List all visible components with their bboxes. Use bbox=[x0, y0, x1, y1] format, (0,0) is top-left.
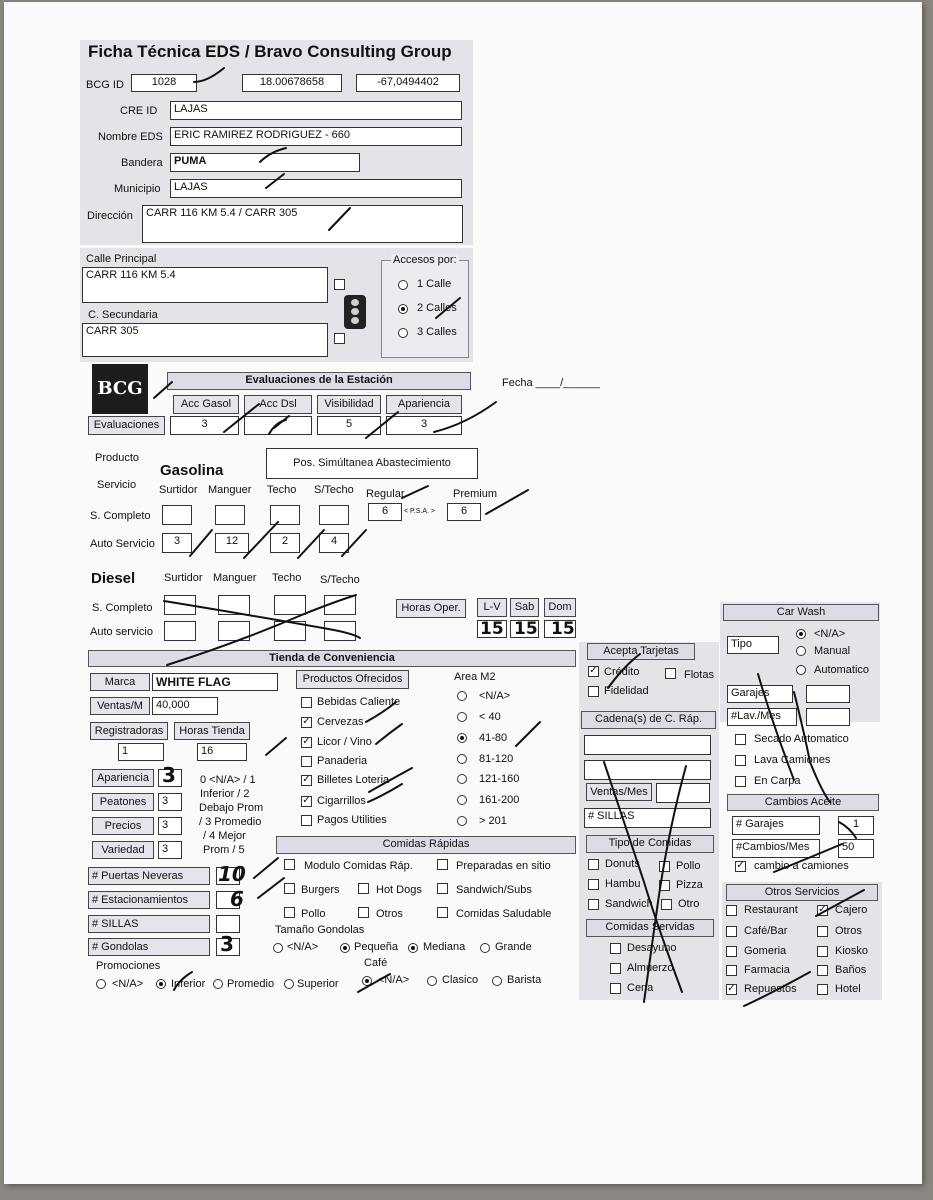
carwash-secado-label: Secado Automatico bbox=[754, 733, 849, 745]
area-option-4: 121-160 bbox=[479, 773, 520, 785]
count-estacionamientos-label: # Estacionamientos bbox=[88, 891, 210, 909]
otros-checkbox-8[interactable]: ✓ bbox=[727, 983, 736, 994]
gasolina-title: Gasolina bbox=[160, 462, 224, 479]
count-gondolas-label: # Gondolas bbox=[88, 938, 210, 956]
gas-col-surtidor: Surtidor bbox=[159, 484, 198, 496]
comida-label-6: Otros bbox=[376, 908, 403, 920]
nombre-field[interactable]: ERIC RAMIREZ RODRIGUEZ - 660 bbox=[170, 127, 462, 146]
aceite-garajes-field[interactable]: 1 bbox=[838, 816, 874, 835]
servicio-label: Servicio bbox=[97, 479, 137, 491]
comida-label-7: Comidas Saludable bbox=[456, 908, 552, 920]
visibilidad-value[interactable]: 5 bbox=[317, 416, 381, 435]
otros-header: Otros Servicios bbox=[726, 884, 878, 901]
otros-checkbox-1[interactable]: ✓ bbox=[818, 904, 827, 915]
cadena-ventas-label: Ventas/Mes bbox=[586, 783, 652, 801]
tipo-label-5: Otro bbox=[678, 898, 700, 910]
bandera-field[interactable]: PUMA bbox=[170, 153, 360, 172]
otros-label-2: Café/Bar bbox=[744, 925, 788, 937]
promociones-label: Promociones bbox=[96, 960, 161, 972]
comidas-servidas-header: Comidas Servidas bbox=[586, 919, 714, 937]
aceite-cambios-field[interactable]: 50 bbox=[838, 839, 874, 858]
gas-s-completo-label: S. Completo bbox=[90, 510, 151, 522]
producto-checkbox-5[interactable]: ✓ bbox=[302, 795, 311, 806]
dsl-col-stecho: S/Techo bbox=[320, 574, 360, 586]
premium-label: Premium bbox=[453, 488, 498, 500]
otros-label-3: Otros bbox=[835, 925, 862, 937]
otros-label-8: Repuestos bbox=[744, 983, 797, 995]
horas-tienda-label: Horas Tienda bbox=[174, 722, 250, 740]
calle-principal-field[interactable]: CARR 116 KM 5.4 bbox=[82, 267, 328, 303]
gondola-option-mediana: Mediana bbox=[423, 941, 466, 953]
evaluaciones-row-label: Evaluaciones bbox=[88, 416, 165, 435]
carwash-tipo-field[interactable]: Tipo bbox=[727, 636, 779, 654]
otros-label-5: Kiosko bbox=[835, 945, 869, 957]
evaluaciones-title: Evaluaciones de la Estación bbox=[167, 372, 471, 390]
tienda-title: Tienda de Conveniencia bbox=[88, 650, 576, 667]
marca-label: Marca bbox=[90, 673, 150, 691]
carwash-camiones-label: Lava Camiones bbox=[754, 754, 831, 766]
municipio-label: Municipio bbox=[114, 183, 161, 195]
comida-label-0: Modulo Comidas Ráp. bbox=[304, 860, 413, 872]
form-page bbox=[4, 2, 922, 1184]
rating-variedad-label: Variedad bbox=[92, 841, 154, 859]
gas-col-manguer: Manguer bbox=[208, 484, 252, 496]
acc-dsl-header: Acc Dsl bbox=[244, 395, 312, 414]
calle-secundaria-field[interactable]: CARR 305 bbox=[82, 323, 328, 357]
gas-as-surtidor[interactable]: 3 bbox=[162, 533, 192, 553]
horas-sab-value: 15 bbox=[514, 619, 538, 639]
servida-label-1: Almuerzo bbox=[627, 962, 674, 974]
direccion-label: Dirección bbox=[87, 210, 133, 222]
area-option-1: < 40 bbox=[479, 711, 501, 723]
carwash-lav-label: #Lav./Mes bbox=[727, 708, 797, 726]
gondola-option-pequena: Pequeña bbox=[354, 941, 399, 953]
tarjeta-flotas-label: Flotas bbox=[684, 669, 714, 681]
handwritten-apariencia: 3 bbox=[162, 763, 176, 787]
apariencia-value[interactable]: 3 bbox=[386, 416, 462, 435]
rating-precios-field[interactable]: 3 bbox=[158, 817, 182, 835]
gas-as-manguer[interactable]: 12 bbox=[215, 533, 249, 553]
area-label: Area M2 bbox=[454, 671, 496, 683]
tarjeta-credito-checkbox[interactable]: ✓ bbox=[589, 665, 598, 676]
apariencia-header: Apariencia bbox=[386, 395, 462, 414]
gondola-option-na: <N/A> bbox=[287, 941, 319, 953]
count-sillas-label: # SILLAS bbox=[88, 915, 210, 933]
ventas-field[interactable]: 40,000 bbox=[152, 697, 218, 715]
horas-day-dom: Dom bbox=[544, 598, 576, 617]
dsl-s-completo-label: S. Completo bbox=[92, 602, 153, 614]
tipo-label-2: Hambu bbox=[605, 878, 641, 890]
carwash-option-automatico: Automatico bbox=[814, 664, 870, 676]
tarjeta-fidelidad-label: Fidelidad bbox=[604, 685, 649, 697]
bcg-id-label: BCG ID bbox=[86, 79, 124, 91]
carwash-header: Car Wash bbox=[723, 604, 879, 621]
carwash-option-manual: Manual bbox=[814, 645, 851, 657]
diesel-title: Diesel bbox=[91, 570, 136, 587]
carwash-option-na: <N/A> bbox=[814, 628, 846, 640]
horas-tienda-field[interactable]: 16 bbox=[197, 743, 247, 761]
carwash-carpa-label: En Carpa bbox=[754, 775, 801, 787]
calle-secundaria-label: C. Secundaria bbox=[88, 309, 158, 321]
producto-label-0: Bebidas Caliente bbox=[317, 696, 401, 708]
comida-label-4: Sandwich/Subs bbox=[456, 884, 532, 896]
gas-col-stecho: S/Techo bbox=[314, 484, 354, 496]
municipio-field[interactable]: LAJAS bbox=[170, 179, 462, 198]
gondolas-label: Tamaño Gondolas bbox=[275, 924, 365, 936]
producto-label-4: Billetes Loteria bbox=[317, 774, 390, 786]
producto-checkbox-4[interactable]: ✓ bbox=[302, 774, 311, 785]
promo-option-promedio: Promedio bbox=[227, 978, 275, 990]
cadena-sillas-field[interactable]: # SILLAS bbox=[584, 808, 711, 828]
acc-gasol-value[interactable]: 3 bbox=[170, 416, 239, 435]
aceite-camiones-checkbox[interactable]: ✓ bbox=[736, 860, 745, 871]
scale-line-4: / 3 Promedio bbox=[199, 816, 262, 828]
producto-label-3: Panaderia bbox=[317, 755, 368, 767]
servida-label-0: Desayuno bbox=[627, 942, 677, 954]
promo-option-inferior: Inferior bbox=[171, 978, 206, 990]
gondola-option-grande: Grande bbox=[495, 941, 532, 953]
cafe-option-clasico: Clasico bbox=[442, 974, 479, 986]
dsl-col-techo: Techo bbox=[272, 572, 302, 584]
horas-lv-value: 15 bbox=[480, 619, 504, 639]
nombre-label: Nombre EDS bbox=[98, 131, 163, 143]
promo-option-superior: Superior bbox=[297, 978, 339, 990]
aceite-cambios-label: #Cambios/Mes bbox=[732, 839, 820, 858]
tipo-label-4: Sandwich bbox=[605, 898, 653, 910]
accesos-option-3: 3 Calles bbox=[417, 326, 457, 338]
rating-apariencia-label: Apariencia bbox=[92, 769, 154, 787]
dsl-col-surtidor: Surtidor bbox=[164, 572, 203, 584]
scale-line-3: Debajo Prom bbox=[199, 802, 264, 814]
productos-header: Productos Ofrecidos bbox=[296, 670, 409, 689]
dsl-col-manguer: Manguer bbox=[213, 572, 257, 584]
longitude-field[interactable]: -67,0494402 bbox=[356, 74, 460, 92]
otros-label-4: Gomeria bbox=[744, 945, 787, 957]
otros-label-6: Farmacia bbox=[744, 964, 790, 976]
horas-oper-label: Horas Oper. bbox=[396, 599, 466, 618]
tipo-label-3: Pizza bbox=[676, 879, 703, 891]
tarjetas-header: Acepta Tarjetas bbox=[587, 643, 695, 660]
horas-day-sab: Sab bbox=[510, 598, 539, 617]
producto-label-2: Licor / Vino bbox=[317, 736, 372, 748]
rating-variedad-field[interactable]: 3 bbox=[158, 841, 182, 859]
form-title: Ficha Técnica EDS / Bravo Consulting Group bbox=[88, 42, 452, 61]
servida-label-2: Cena bbox=[627, 982, 654, 994]
regular-label: Regular bbox=[366, 488, 405, 500]
scale-line-6: Prom / 5 bbox=[203, 844, 245, 856]
gas-auto-servicio-label: Auto Servicio bbox=[90, 538, 155, 550]
comida-label-3: Hot Dogs bbox=[376, 884, 422, 896]
count-puertas-label: # Puertas Neveras bbox=[88, 867, 210, 885]
tipo-label-1: Pollo bbox=[676, 860, 701, 872]
pos-simultanea-box: Pos. Simúltanea Abastecimiento bbox=[266, 448, 478, 479]
gas-as-techo[interactable]: 2 bbox=[270, 533, 300, 553]
rating-peatones-label: Peatones bbox=[92, 793, 154, 811]
producto-label-6: Pagos Utilities bbox=[317, 814, 387, 826]
area-option-6: > 201 bbox=[479, 815, 507, 827]
cre-id-field[interactable]: LAJAS bbox=[170, 101, 462, 120]
comida-label-2: Burgers bbox=[301, 884, 340, 896]
visibilidad-header: Visibilidad bbox=[317, 395, 381, 414]
scale-line-2: Inferior / 2 bbox=[200, 788, 250, 800]
horas-day-lv: L-V bbox=[477, 598, 507, 617]
bandera-label: Bandera bbox=[121, 157, 163, 169]
producto-label-5: Cigarrillos bbox=[317, 795, 366, 807]
accesos-label: Accesos por: bbox=[393, 254, 457, 266]
area-option-3: 81-120 bbox=[479, 753, 514, 765]
producto-checkbox-2[interactable]: ✓ bbox=[302, 736, 311, 747]
area-option-5: 161-200 bbox=[479, 794, 520, 806]
gas-as-stecho[interactable]: 4 bbox=[319, 533, 349, 553]
promo-option-na: <N/A> bbox=[112, 978, 144, 990]
cafe-option-barista: Barista bbox=[507, 974, 542, 986]
ventas-label: Ventas/M bbox=[90, 697, 150, 715]
premium-field[interactable]: 6 bbox=[447, 503, 481, 521]
cafe-label: Café bbox=[364, 957, 388, 969]
handwritten-estacionamientos: 6 bbox=[230, 887, 244, 911]
otros-label-1: Cajero bbox=[835, 904, 868, 916]
accesos-option-1: 1 Calle bbox=[417, 278, 452, 290]
calle-principal-label: Calle Principal bbox=[86, 253, 157, 265]
aceite-garajes-label: # Garajes bbox=[732, 816, 820, 835]
rating-peatones-field[interactable]: 3 bbox=[158, 793, 182, 811]
otros-label-9: Hotel bbox=[835, 983, 861, 995]
bcg-logo: BCG bbox=[92, 364, 148, 414]
registradoras-label: Registradoras bbox=[90, 722, 168, 740]
producto-label: Producto bbox=[95, 452, 140, 464]
tarjeta-credito-label: Crédito bbox=[604, 666, 640, 678]
scale-line-1: 0 <N/A> / 1 bbox=[200, 774, 256, 786]
producto-checkbox-1[interactable]: ✓ bbox=[302, 716, 311, 727]
aceite-camiones-label: cambio a camiones bbox=[754, 860, 849, 872]
producto-label-1: Cervezas bbox=[317, 716, 364, 728]
handwritten-gondolas: 3 bbox=[220, 932, 234, 956]
accesos-option-2: 2 Calles bbox=[417, 302, 457, 314]
psa-label: < P.S.A. > bbox=[404, 508, 436, 515]
regular-field[interactable]: 6 bbox=[368, 503, 402, 521]
marca-field[interactable]: WHITE FLAG bbox=[152, 673, 278, 691]
area-option-2: 41-80 bbox=[479, 732, 508, 744]
registradoras-field[interactable]: 1 bbox=[118, 743, 164, 761]
aceite-header: Cambios Aceite bbox=[727, 794, 879, 811]
dsl-auto-servicio-label: Auto servicio bbox=[90, 626, 153, 638]
comidas-rapidas-header: Comidas Rápidas bbox=[276, 836, 576, 854]
acc-gasol-header: Acc Gasol bbox=[173, 395, 239, 414]
carwash-garajes-label: Garajes bbox=[727, 685, 793, 703]
latitude-field[interactable]: 18.00678658 bbox=[242, 74, 342, 92]
bcg-id-field[interactable]: 1028 bbox=[131, 74, 197, 92]
scale-line-5: / 4 Mejor bbox=[203, 830, 246, 842]
rating-precios-label: Precios bbox=[92, 817, 154, 835]
cafe-option-na: <N/A> bbox=[378, 974, 410, 986]
gas-col-techo: Techo bbox=[267, 484, 297, 496]
comida-label-5: Pollo bbox=[301, 908, 326, 920]
comida-label-1: Preparadas en sitio bbox=[456, 860, 551, 872]
fecha-label: Fecha ____/______ bbox=[502, 377, 600, 389]
tipo-label-0: Donuts bbox=[605, 858, 640, 870]
handwriting-marks bbox=[4, 2, 922, 1184]
area-option-0: <N/A> bbox=[479, 690, 511, 702]
direccion-field[interactable]: CARR 116 KM 5.4 / CARR 305 bbox=[142, 205, 463, 243]
otros-label-7: Baños bbox=[835, 964, 867, 976]
handwritten-puertas: 10 bbox=[218, 862, 246, 886]
horas-dom-value: 15 bbox=[551, 619, 575, 639]
tipo-comidas-header: Tipo de Comidas bbox=[586, 835, 714, 853]
otros-label-0: Restaurant bbox=[744, 904, 798, 916]
cadenas-header: Cadena(s) de C. Ráp. bbox=[581, 711, 716, 729]
cre-id-label: CRE ID bbox=[120, 105, 158, 117]
